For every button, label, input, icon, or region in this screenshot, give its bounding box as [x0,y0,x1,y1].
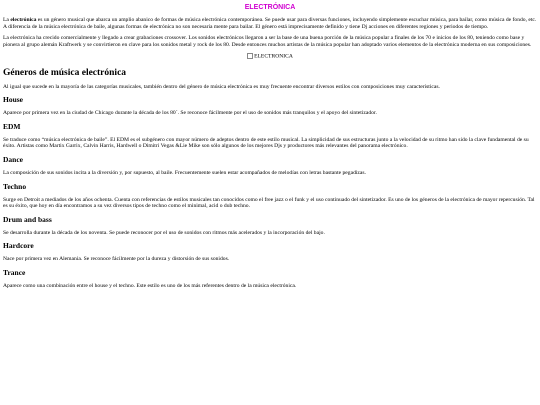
intro-paragraph-2: La electrónica ha crecido comercialmente y llegado a crear grabaciones crossover. Los sonidos electrónicos llegaron a ser la base de una buena porción de la música popular a finales de los 70 e inicios de los 80, teniendo como base y pionera al grupo alemán Kraftwerk y se convirtieron en clave para los sonidos metal y rock de los 80. Desde entonces muchos artistas de la música popular han adoptado varios elementos de la electrónica moderna en sus composiciones. [3,35,532,48]
genre-description: Aparece como una combinación entre el house y el techno. Este estilo es uno de los más referentes dentro de la música electrónica. [3,283,297,289]
intro-bold-term: electrónica [10,17,37,23]
genre-title: Techno [3,181,27,191]
genre-title: House [3,95,24,105]
section-heading: Géneros de música electrónica [3,67,127,78]
genre-hardcore [3,241,537,263]
intro-paragraph-1 [3,17,537,30]
electronica-image [3,53,537,59]
genre-title: Trance [3,268,26,277]
genre-edm [3,122,537,150]
genre-title: Dance [3,155,23,165]
page-title: ELECTRÓNICA [244,4,296,11]
genre-description: Aparece por primera vez en la ciudad de Chicago durante la década de los 80´. Se reconoce fácilmente por el uso de sonidos más tranquilos y el apoyo del sintetizador. [3,110,377,117]
genre-description: Surge en Detroit a mediados de los años ochenta. Cuenta con referencias de estilos musicales tan conocidos como el free jazz o el funk y el uso continuado del sintetizador. Es uno de los géneros de la electrónica de mayor repercusión. Tal es su éxito, que hoy en día encontramos a su vez diversos tipos de techno como el minimal, acid o dub techno. [3,196,535,210]
genre-drum-and-bass [3,215,537,237]
genre-dance [3,155,537,177]
genre-house [3,95,537,117]
broken-image-icon [247,53,253,59]
genre-title: EDM [3,121,21,131]
genre-title: Hardcore [3,241,34,251]
intro-text-rest: es un género musical que abarca un amplio abanico de formas de música electrónica contemporánea. Se puede usar para diversas funciones, incluyendo simplemente escuchar música, para bailar, como música de fondo, etc. A diferencia de la música electrónica de baile, algunas formas de electrónica no son necesaria mente para bailar. El género está imprecisamente definido y tiene Dj acciones en diferentes regiones y periodos de tiempo. [3,17,537,30]
genre-title: Drum and bass [3,214,52,224]
genre-techno [3,182,537,210]
genre-description: La composición de sus sonidos incita a la diversión y, por supuesto, al baile. Frecuentemente suelen estar acompañados de melodías con letras bastante pegadizas. [3,170,366,177]
genre-description: Nace por primera vez en Alemania. Se reconoce fácilmente por la dureza y distorsión de sus sonidos. [3,256,230,263]
genre-description: Se traduce como “música electrónica de baile”. El EDM es el subgénero con mayor número de adeptos dentro de este estilo musical. La simplicidad de sus estructuras junto a la velocidad de su ritmo han sido la clave fundamental de su éxito. Artistas como Martix Garrix, Calvin Harris, Hardwell o Dimitri Vegas &Lie Mike son sólo algunos de los mejores Djs y productores más relevantes del panorama electrónico. [3,136,529,150]
image-alt-text: ELECTRONICA [254,53,293,60]
intro-text-start: La [3,17,11,23]
genre-trance [3,268,537,290]
genre-description: Se desarrolla durante la década de los noventa. Se puede reconocer por el uso de sonidos con ritmos más acelerados y la incorporación del bajo. [3,229,325,236]
genres-intro: Al igual que sucede en la mayoría de las categorías musicales, también dentro del género de música electrónica es muy frecuente encontrar diversos estilos con composiciones muy características. [3,83,440,90]
